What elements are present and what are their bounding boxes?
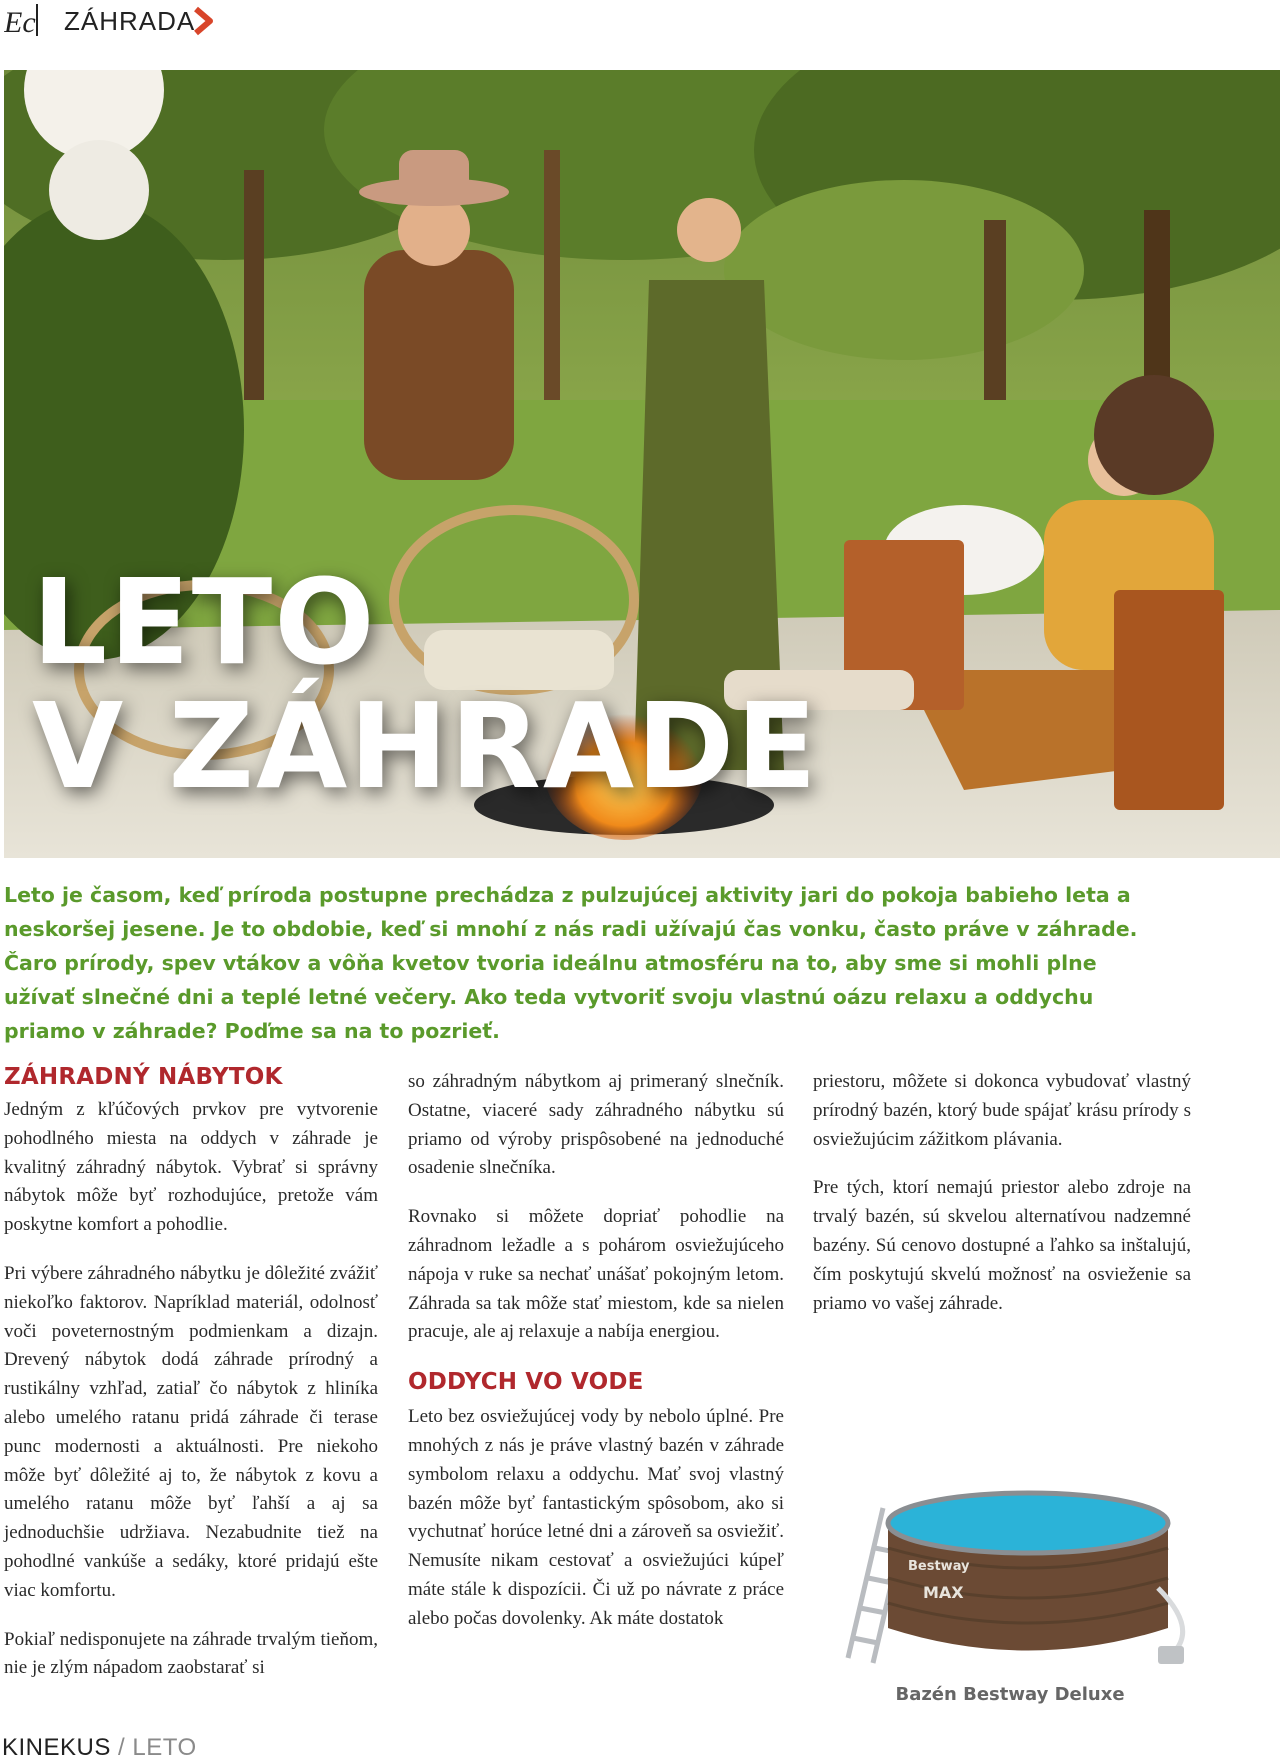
section-label: ZÁHRADA bbox=[64, 6, 196, 36]
pool-model-text: MAX bbox=[923, 1583, 964, 1602]
article-column-3 bbox=[813, 1068, 1191, 1338]
page-footer bbox=[2, 1734, 197, 1762]
footer-brand: KINEKUS bbox=[2, 1734, 111, 1761]
paragraph: Jedným z kľúčových prvkov pre vytvorenie pohodlného miesta na oddych v záhrade je kvalitný záhradný nábytok. Vybrať si správny nábytok môže byť rozhodujúce, pretože vám poskytne komfort a pohodlie. bbox=[4, 1099, 378, 1236]
pool-brand-text: Bestway bbox=[908, 1559, 970, 1574]
magazine-logo bbox=[4, 2, 40, 40]
logo-text: Ec bbox=[4, 6, 36, 39]
paragraph: priestoru, môžete si dokonca vybudovať vlastný prírodný bazén, ktorý bude spájať krásu prírody s osviežujúcim zážitkom plávania. bbox=[813, 1071, 1191, 1150]
paragraph: Pri výbere záhradného nábytku je dôležité zvážiť niekoľko faktorov. Napríklad materiál, odolnosť voči poveternostným podmienkam a dizajn. Drevený nábytok dodá záhrade prírodný a rustikálny vzhľad, zatiaľ čo nábytok z hliníka alebo umelého ratanu pridá záhrade či terase punc modernosti a aktuálnosti. Pre niekoho môže byť dôležité aj to, že nábytok z kovu a umelého ratanu môže byť ľahší a aj sa jednoduchšie udržiava. Nezabudnite tiež na pohodlné vankúše a sedáky, ktoré pridajú ešte viac komfortu. bbox=[4, 1262, 378, 1601]
pool-product-image bbox=[828, 1478, 1208, 1668]
page-header bbox=[0, 0, 1280, 44]
hero-title bbox=[32, 553, 819, 815]
paragraph: Pokiaľ nedisponujete na záhrade trvalým tieňom, nie je zlým nápadom zaobstarať si bbox=[4, 1628, 378, 1679]
hero-photo bbox=[4, 70, 1280, 858]
footer-section: LETO bbox=[132, 1734, 197, 1761]
hero-title-line-1: LETO bbox=[32, 553, 377, 691]
footer-separator: / bbox=[118, 1734, 126, 1761]
paragraph: Leto bez osviežujúcej vody by nebolo úplné. Pre mnohých z nás je práve vlastný bazén v záhrade symbolom relaxu a oddychu. Mať svoj vlastný bazén môže byť fantastickým spôsobom, ako si vychutnať horúce letné dni a zároveň sa osviežiť. Nemusíte nikam cestovať a osviežujúci kúpeľ máte stále k dispozícii. Či už po návrate z práce alebo počas dovolenky. Ak máte dostatok bbox=[408, 1406, 784, 1629]
intro-lead-paragraph: Leto je časom, keď príroda postupne prechádza z pulzujúcej aktivity jari do pokoja babieho leta a neskoršej jesene. Je to obdobie, keď si mnohí z nás radi užívajú čas vonku, často práve v záhrade. Čaro prírody, spev vtákov a vôňa kvetov tvoria ideálnu atmosféru na to, aby sme si mohli plne užívať slnečné dni a teplé letné večery. Ako teda vytvoriť svoju vlastnú oázu relaxu a oddychu priamo v záhrade? Poďme sa na to pozrieť. bbox=[4, 883, 1138, 1043]
paragraph: Pre tých, ktorí nemajú priestor alebo zdroje na trvalý bazén, sú skvelou alternatívou nadzemné bazény. Sú cenovo dostupné a ľahko sa inštalujú, čím poskytujú skvelú možnosť na osvieženie sa priamo vo vašej záhrade. bbox=[813, 1177, 1191, 1314]
paragraph: so záhradným nábytkom aj primeraný slnečník. Ostatne, viaceré sady záhradného nábytku sú priamo od výroby prispôsobené na jednoduché osadenie slnečníka. bbox=[408, 1071, 784, 1179]
article-column-2 bbox=[408, 1068, 784, 1654]
hero-title-line-2: V ZÁHRADE bbox=[32, 677, 819, 815]
paragraph: Rovnako si môžete dopriať pohodlie na záhradnom ležadle a s pohárom osviežujúceho nápoja v ruke sa nechať unášať pokojným letom. Záhrada sa tak môže stať miestom, kde sa nielen pracuje, ale aj relaxuje a nabíja energiou. bbox=[408, 1206, 784, 1343]
heading-water-relax: ODDYCH VO VODE bbox=[408, 1369, 644, 1396]
heading-garden-furniture: ZÁHRADNÝ NÁBYTOK bbox=[4, 1064, 283, 1090]
chevron-right-icon bbox=[193, 6, 215, 36]
pool-caption: Bazén Bestway Deluxe bbox=[895, 1684, 1125, 1705]
article-column-1 bbox=[4, 1062, 378, 1703]
